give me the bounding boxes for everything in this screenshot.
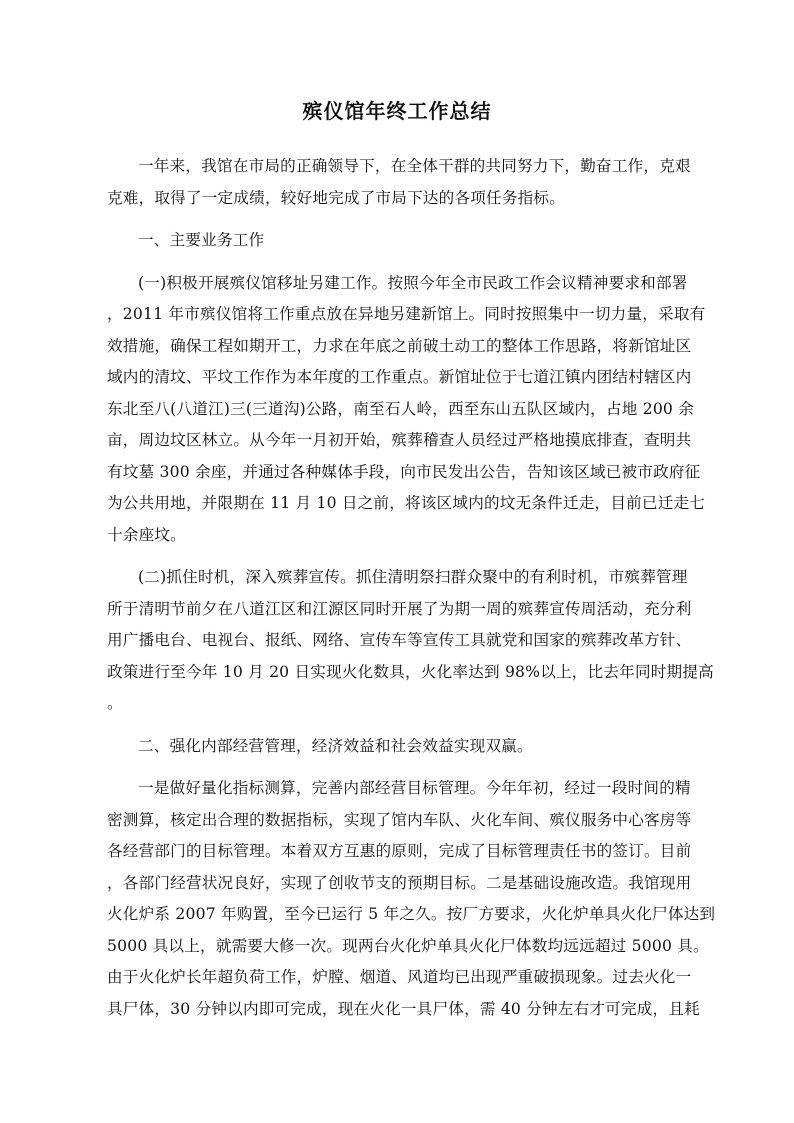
text-line: 密测算，核定出合理的数据指标，实现了馆内车队、火化车间、殡仪服务中心客房等 [107,810,692,829]
document-body [107,151,716,1025]
text-line: 火化炉系 2007 年购置，至今已运行 5 年之久。按厂方要求，火化炉单具火化尸体达到 [107,905,716,923]
text-line: 所于清明节前夕在八道江区和江源区同时开展了为期一周的殡葬宣传周活动，充分利 [107,599,692,618]
text-line: 用广播电台、电视台、报纸、网络、宣传车等宣传工具就党和国家的殡葬改革方针、 [107,631,692,649]
paragraph-gap [107,720,699,731]
text-line: 。 [107,694,123,712]
document-title: 殡仪馆年终工作总结 [302,99,492,123]
text-line: 十余座坟。 [107,525,186,544]
text-line: 域内的清坟、平坟工作作为本年度的工作重点。新馆址位于七道江镇内团结村辖区内 [107,368,692,386]
text-line: 效措施，确保工程如期开工，力求在年底之前破土动工的整体工作思路，将新馆址区 [107,336,692,355]
paragraph-gap [107,762,699,773]
text-line: 二、强化内部经营管理，经济效益和社会效益实现双赢。 [138,736,533,755]
text-line: 各经营部门的目标管理。本着双方互惠的原则，完成了目标管理责任书的签订。目前 [107,842,692,860]
text-line: 一年来，我馆在市局的正确领导下，在全体干群的共同努力下，勤奋工作，克艰 [138,157,691,175]
text-line: 克难，取得了一定成绩，较好地完成了市局下达的各项任务指标。 [107,188,566,207]
text-line: 一是做好量化指标测算，完善内部经营目标管理。今年年初，经过一段时间的精 [138,779,691,797]
text-line: 由于火化炉长年超负荷工作，炉膛、烟道、风道均已出现严重破损现象。过去火化一 [107,968,692,986]
text-line: 东北至八(八道江)三(三道沟)公路，南至石人岭，西至东山五队区域内，占地 200 余 [107,399,695,418]
paragraph-gap [107,214,699,225]
text-line: (一)积极开展殡仪馆移址另建工作。按照今年全市民政工作会议精神要求和部署 [138,273,688,292]
text-line: ，各部门经营状况良好，实现了创收节支的预期目标。二是基础设施改造。我馆现用 [107,873,692,892]
text-line: 亩，周边坟区林立。从今年一月初开始，殡葬稽查人员经过严格地摸底排查，查明共 [107,431,692,449]
text-line: 具尸体，30 分钟以内即可完成，现在火化一具尸体，需 40 分钟左右才可完成，且耗 [107,999,700,1018]
text-line: 有坟墓 300 余座，并通过各种媒体手段，向市民发出公告，告知该区域已被市政府征 [107,462,701,481]
text-line: 为公共用地，并限期在 11 月 10 日之前，将该区域内的坟无条件迁走，目前已迁走七 [107,494,706,512]
text-line: 政策进行至今年 10 月 20 日实现火化数具，火化率达到 98%以上，比去年同时期提高 [107,662,714,681]
paragraph-gap [107,551,699,562]
text-line: ，2011 年市殡仪馆将工作重点放在异地另建新馆上。同时按照集中一切力量，采取有 [107,305,706,323]
paragraph-gap [107,257,699,268]
text-line: 一、主要业务工作 [138,231,265,249]
text-line: 5000 具以上，就需要大修一次。现两台火化炉单具火化尸体数均远远超过 5000 具。 [107,936,709,955]
text-line: (二)抓住时机，深入殡葬宣传。抓住清明祭扫群众聚中的有利时机，市殡葬管理 [138,568,688,586]
